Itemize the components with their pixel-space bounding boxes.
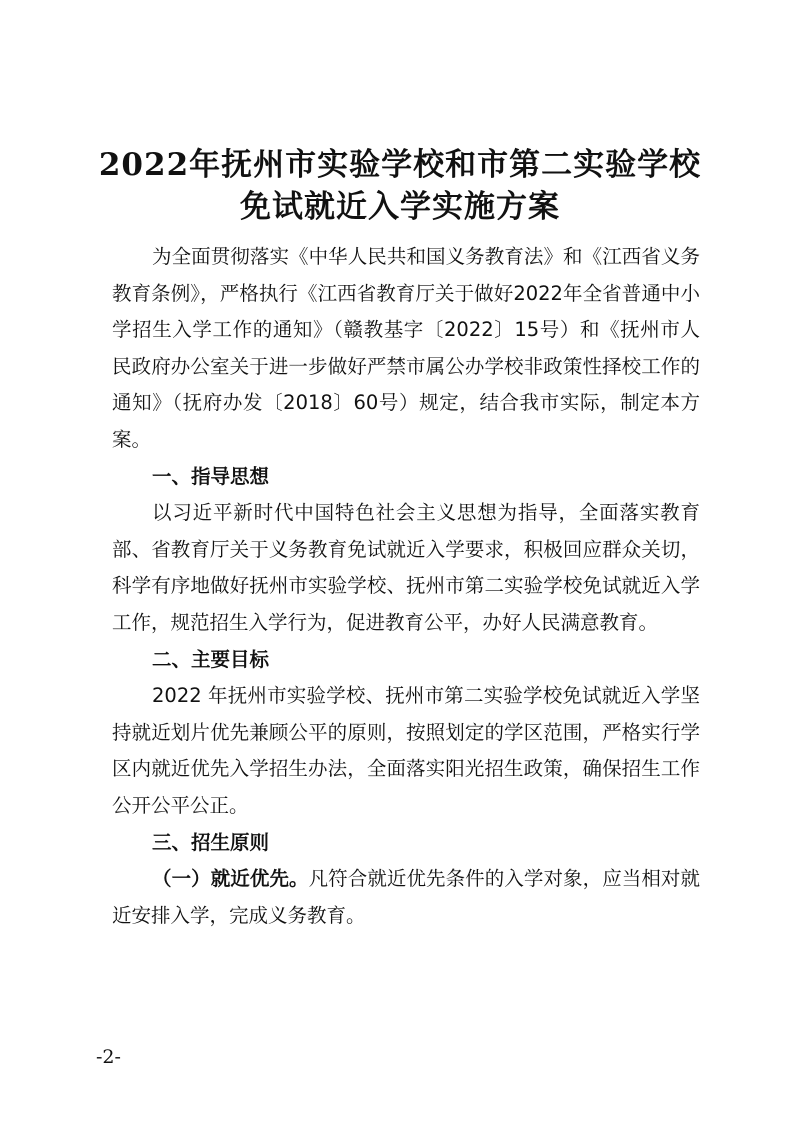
document-title-line1: 2022年抚州市实验学校和市第二实验学校 <box>98 147 702 183</box>
section2-heading: 二、主要目标 <box>152 647 270 671</box>
section3-item1-label: （一）就近优先。 <box>152 867 309 891</box>
section3-item1-body: 凡符合就近优先条件的入学对象，应当相对就近安排入学，完成义务教育。 <box>112 867 700 927</box>
section2-paragraph: 2022 年抚州市实验学校、抚州市第二实验学校免试就近入学坚持就近划片优先兼顾公平的原则，按照划定的学区范围，严格实行学区内就近优先入学招生办法，全面落实阳光招生政策，确保招生工作公开公平公正。 <box>112 684 700 817</box>
section1-paragraph: 以习近平新时代中国特色社会主义思想为指导，全面落实教育部、省教育厅关于义务教育免试就近入学要求，积极回应群众关切，科学有序地做好抚州市实验学校、抚州市第二实验学校免试就近入学工作，规范招生入学行为，促进教育公平，办好人民满意教育。 <box>112 501 700 634</box>
section3-heading: 三、招生原则 <box>152 830 270 854</box>
section3-item1 <box>112 861 700 934</box>
document-title-line2: 免试就近入学实施方案 <box>240 189 560 225</box>
section1-heading: 一、指导思想 <box>152 464 270 488</box>
intro-paragraph: 为全面贯彻落实《中华人民共和国义务教育法》和《江西省义务教育条例》，严格执行《江西省教育厅关于做好2022年全省普通中小学招生入学工作的通知》（赣教基字〔2022〕15号）和《抚州市人民政府办公室关于进一步做好严禁市属公办学校非政策性择校工作的通知》（抚府办发〔2018〕60号）规定，结合我市实际，制定本方案。 <box>112 245 700 451</box>
page-number: -2- <box>96 1046 121 1068</box>
document-body <box>112 239 700 934</box>
